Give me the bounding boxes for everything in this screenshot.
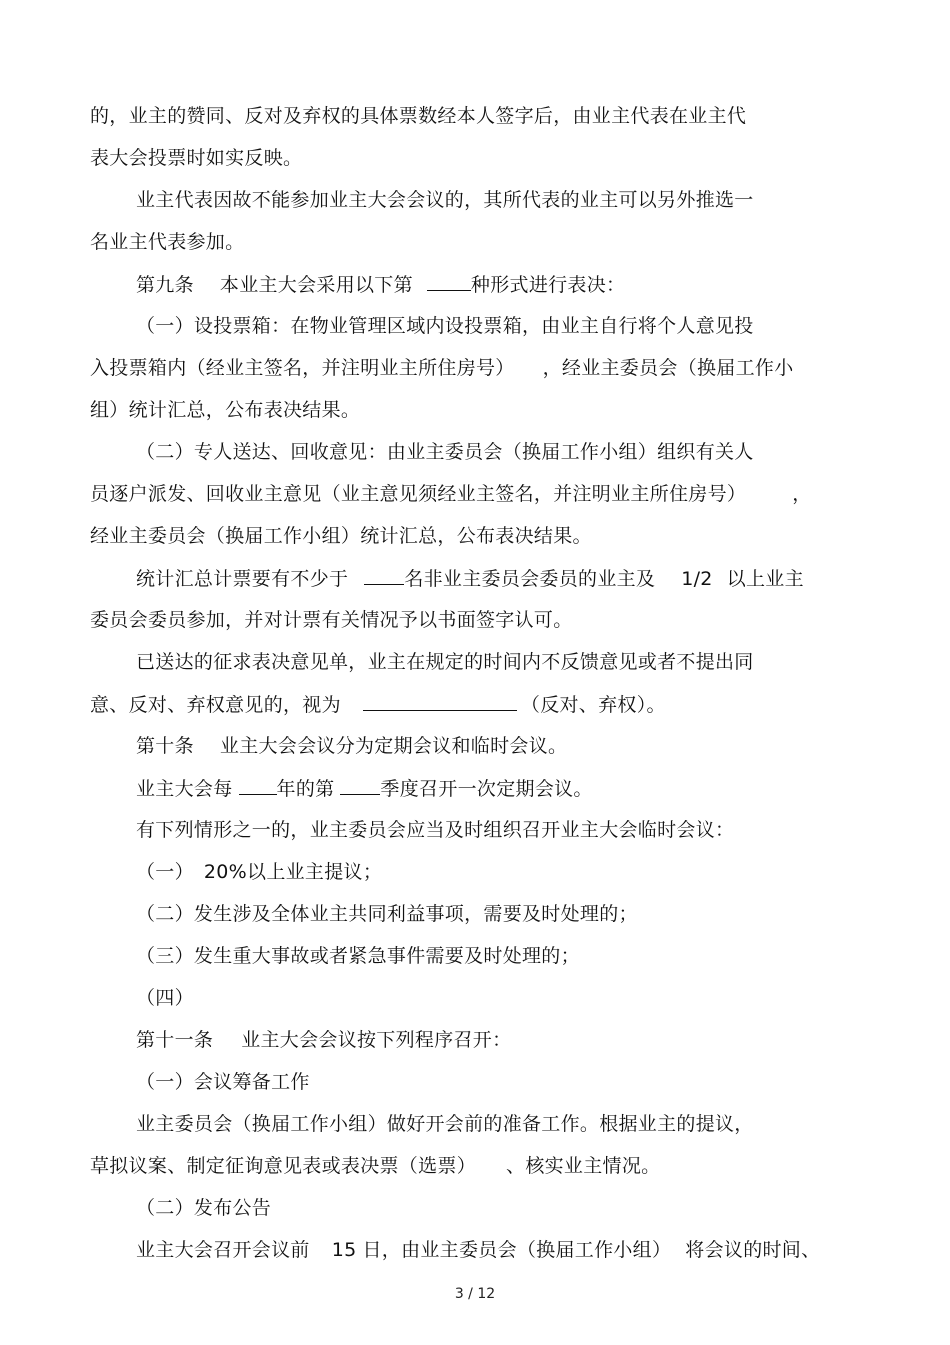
article-11-line: [136, 1028, 511, 1052]
text-line: [90, 482, 812, 506]
text: 业主大会每: [136, 778, 233, 800]
fill-in-blank: [239, 776, 277, 795]
text: 业主委员会（换届工作小组）做好开会前的准备工作。根据业主的提议，: [136, 1113, 754, 1135]
text: 统计汇总计票要有不少于: [136, 568, 349, 590]
text-line: [90, 524, 592, 548]
text-line: [136, 440, 754, 464]
text-line: [90, 104, 746, 128]
text: 有下列情形之一的，业主委员会应当及时组织召开业主大会临时会议：: [136, 819, 735, 841]
text: 本业主大会采用以下第: [219, 274, 413, 296]
text: 1/2: [681, 568, 713, 590]
text: 入投票箱内（经业主签名，并注明业主所住房号）: [90, 357, 515, 379]
text-line: [90, 608, 573, 632]
text-line: [90, 1154, 660, 1178]
fill-in-blank: [427, 272, 471, 291]
text-line: [136, 1070, 310, 1094]
article-9-line: [136, 272, 625, 297]
text-line: [90, 398, 360, 422]
text: （四）: [136, 987, 194, 1009]
text-line: [90, 692, 666, 717]
text-line: [90, 146, 302, 170]
text-line: [90, 230, 244, 254]
fill-in-blank: [364, 566, 404, 585]
article-label: 第九条: [136, 274, 194, 296]
fill-in-blank: [363, 692, 517, 711]
text: 日，由业主委员会（换届工作小组）: [362, 1239, 672, 1261]
text: ，: [792, 483, 812, 505]
text-line: [136, 860, 382, 884]
text: 15: [331, 1239, 357, 1261]
text: 员逐户派发、回收业主意见（业主意见须经业主签名，并注明业主所住房号）: [90, 483, 747, 505]
text: （一）: [136, 861, 194, 883]
text: 业主大会会议分为定期会议和临时会议。: [219, 735, 568, 757]
text-line: [136, 944, 580, 968]
text: ，经业主委员会（换届工作小: [542, 357, 794, 379]
text: 意、反对、弃权意见的，视为: [90, 694, 341, 716]
article-label: 第十条: [136, 735, 194, 757]
text-line: [136, 902, 638, 926]
text: 的，业主的赞同、反对及弃权的具体票数经本人签字后，由业主代表在业主代: [90, 105, 747, 127]
text: 表大会投票时如实反映。: [90, 147, 303, 169]
text-line: [136, 986, 194, 1010]
page-number: 3 / 12: [454, 1286, 496, 1302]
text: （一）设投票箱：在物业管理区域内设投票箱，由业主自行将个人意见投: [136, 315, 754, 337]
text: 委员会委员参加，并对计票有关情况予以书面签字认可。: [90, 609, 573, 631]
article-10-line: [136, 734, 567, 758]
text-line: [136, 1238, 820, 1262]
text: 业主大会召开会议前: [136, 1239, 310, 1261]
text: （二）发布公告: [136, 1197, 272, 1219]
text: 名业主代表参加。: [90, 231, 245, 253]
text: （反对、弃权）。: [520, 694, 666, 716]
text: （一）会议筹备工作: [136, 1071, 310, 1093]
text: 名非业主委员会委员的业主及: [404, 568, 656, 590]
text: 业主大会会议按下列程序召开：: [241, 1029, 512, 1051]
text: 年的第: [276, 778, 335, 800]
text-line: [136, 566, 804, 591]
text: （二）发生涉及全体业主共同利益事项，需要及时处理的；: [136, 903, 638, 925]
text-line: [136, 776, 593, 801]
text: （二）专人送达、回收意见：由业主委员会（换届工作小组）组织有关人: [136, 441, 754, 463]
text-line: [136, 650, 754, 674]
text: 业主代表因故不能参加业主大会会议的，其所代表的业主可以另外推选一: [136, 189, 754, 211]
text: 已送达的征求表决意见单，业主在规定的时间内不反馈意见或者不提出同: [136, 651, 754, 673]
text-line: [136, 1196, 271, 1220]
fill-in-blank: [340, 776, 380, 795]
text: 组）统计汇总，公布表决结果。: [90, 399, 361, 421]
article-label: 第十一条: [136, 1029, 214, 1051]
text-line: [90, 356, 794, 380]
text: 经业主委员会（换届工作小组）统计汇总，公布表决结果。: [90, 525, 592, 547]
text: 20%以上业主提议；: [203, 861, 383, 883]
text: 将会议的时间、: [685, 1239, 821, 1261]
text: 、核实业主情况。: [506, 1155, 661, 1177]
text-line: [136, 314, 754, 338]
text: 草拟议案、制定征询意见表或表决票（选票）: [90, 1155, 477, 1177]
text-line: [136, 188, 754, 212]
text: 以上业主: [726, 568, 804, 590]
text-line: [136, 1112, 754, 1136]
text: （三）发生重大事故或者紧急事件需要及时处理的；: [136, 945, 580, 967]
text: 季度召开一次定期会议。: [380, 778, 593, 800]
text: 种形式进行表决：: [470, 274, 626, 296]
text-line: [136, 818, 734, 842]
